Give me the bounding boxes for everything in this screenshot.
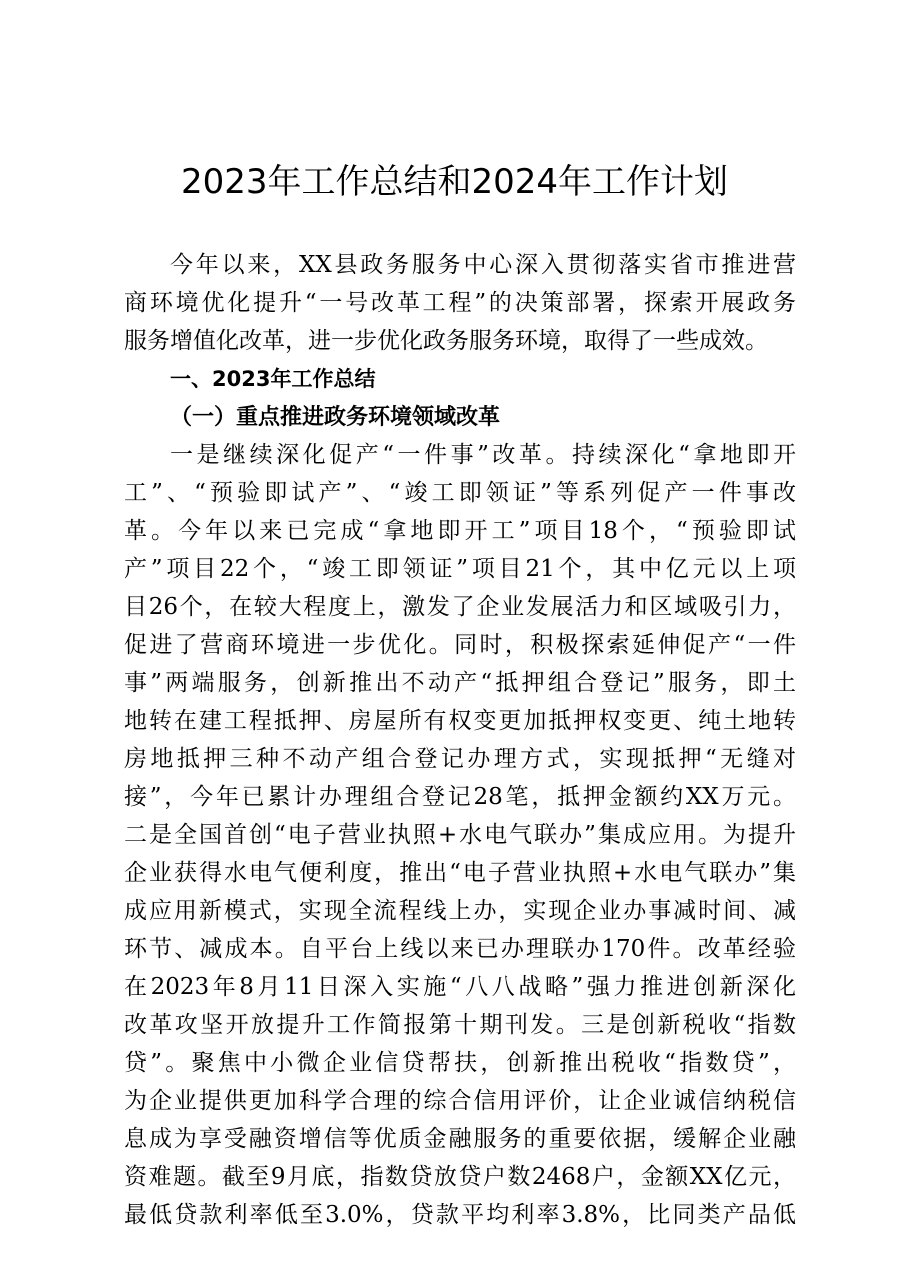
paragraph-line: 息成为享受融资增信等优质金融服务的重要依据，缓解企业融 (124, 1126, 796, 1152)
subsection-heading: （一）重点推进政务环境领域改革 (170, 404, 501, 430)
paragraph-line: 目26个，在较大程度上，激发了企业发展活力和区域吸引力， (124, 594, 796, 620)
intro-line: 今年以来，XX县政务服务中心深入贯彻落实省市推进营 (170, 252, 796, 278)
intro-line: 商环境优化提升“一号改革工程”的决策部署，探索开展政务 (124, 290, 796, 316)
paragraph-line: 事”两端服务，创新推出不动产“抵押组合登记”服务，即土 (124, 670, 796, 696)
section-heading: 一、2023年工作总结 (170, 367, 376, 391)
paragraph-line: 成应用新模式，实现全流程线上办，实现企业办事减时间、减 (124, 898, 796, 924)
paragraph-line: 最低贷款利率低至3.0%，贷款平均利率3.8%，比同类产品低 (124, 1202, 796, 1228)
document-body (124, 246, 796, 1234)
intro-line: 服务增值化改革，进一步优化政务服务环境，取得了一些成效。 (124, 328, 768, 354)
paragraph-line: 改革攻坚开放提升工作简报第十期刊发。三是创新税收“指数 (124, 1012, 796, 1038)
paragraph-line: 在2023年8月11日深入实施“八八战略”强力推进创新深化 (124, 974, 796, 1000)
paragraph-line: 环节、减成本。自平台上线以来已办理联办170件。改革经验 (124, 936, 796, 962)
paragraph-line: 二是全国首创“电子营业执照+水电气联办”集成应用。为提升 (124, 822, 796, 848)
paragraph-line: 革。今年以来已完成“拿地即开工”项目18个，“预验即试 (124, 518, 796, 544)
document-title: 2023年工作总结和2024年工作计划 (180, 162, 729, 202)
paragraph-line: 一是继续深化促产“一件事”改革。持续深化“拿地即开 (170, 442, 796, 468)
paragraph-line: 企业获得水电气便利度，推出“电子营业执照+水电气联办”集 (124, 860, 796, 886)
paragraph-line: 产”项目22个，“竣工即领证”项目21个，其中亿元以上项 (124, 556, 796, 582)
paragraph-line: 地转在建工程抵押、房屋所有权变更加抵押权变更、纯土地转 (124, 708, 796, 734)
paragraph-line: 贷”。聚焦中小微企业信贷帮扶，创新推出税收“指数贷”， (124, 1050, 796, 1076)
paragraph-line: 为企业提供更加科学合理的综合信用评价，让企业诚信纳税信 (124, 1088, 796, 1114)
paragraph-line: 接”，今年已累计办理组合登记28笔，抵押金额约XX万元。 (124, 784, 796, 810)
paragraph-line: 房地抵押三种不动产组合登记办理方式，实现抵押“无缝对 (124, 746, 796, 772)
paragraph-line: 促进了营商环境进一步优化。同时，积极探索延伸促产“一件 (124, 632, 796, 658)
paragraph-line: 资难题。截至9月底，指数贷放贷户数2468户，金额XX亿元， (124, 1164, 796, 1190)
paragraph-line: 工”、“预验即试产”、“竣工即领证”等系列促产一件事改 (124, 480, 796, 506)
